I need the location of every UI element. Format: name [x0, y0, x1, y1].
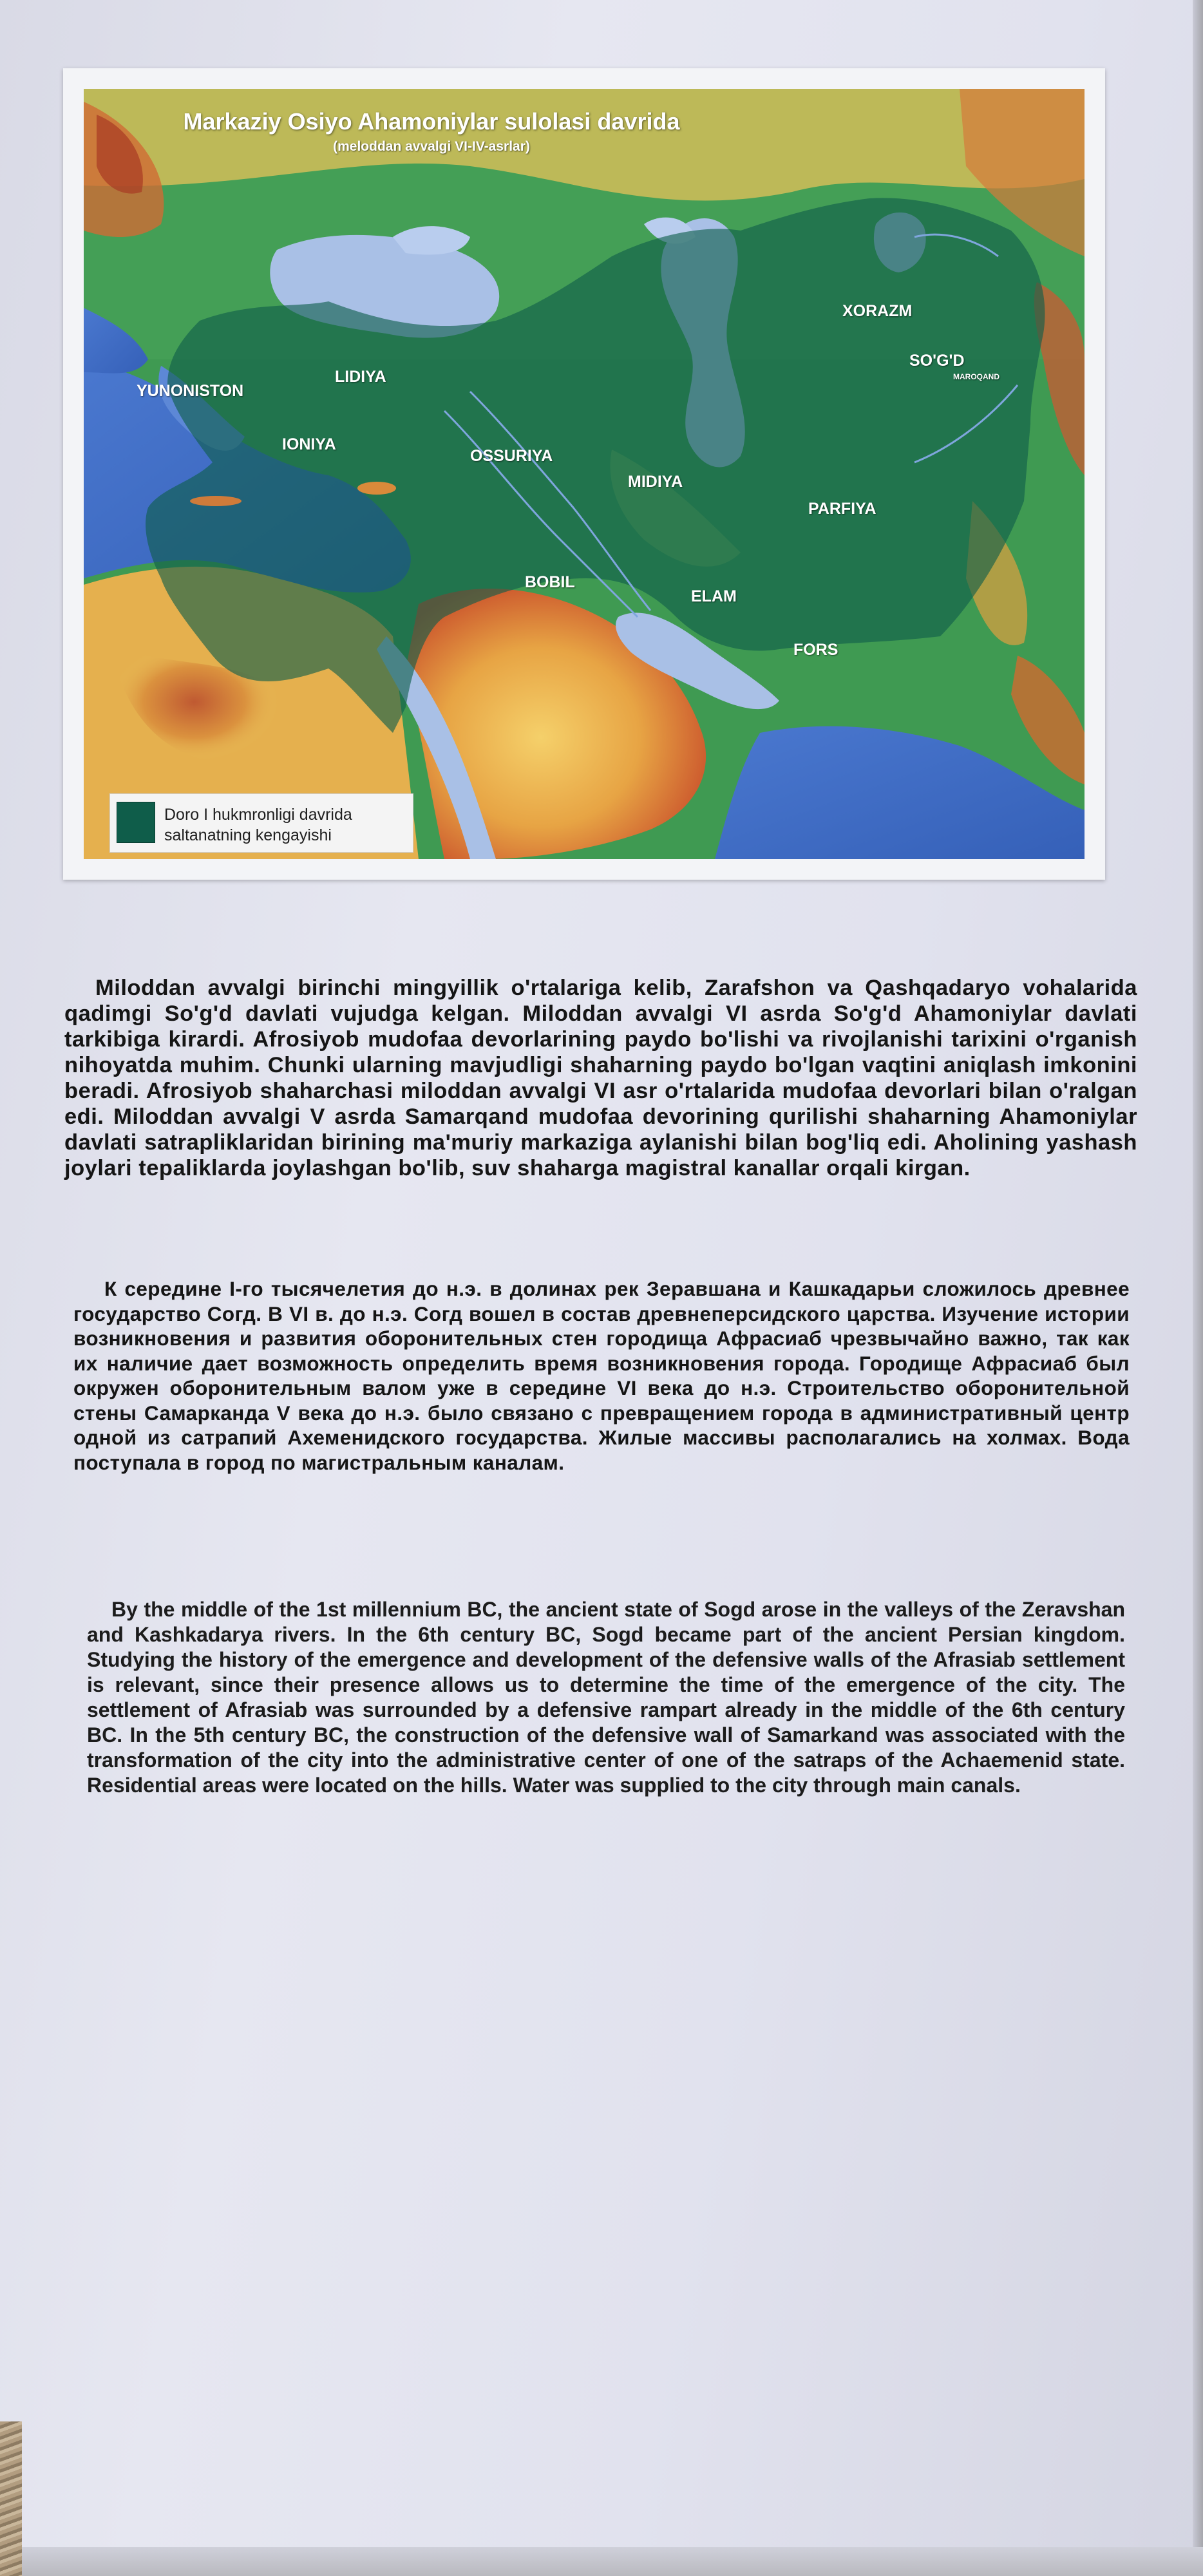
- label-bobil: BOBIL: [525, 573, 575, 591]
- stone-floor-corner: [0, 2421, 22, 2576]
- achaemenid-map: [84, 89, 1085, 859]
- label-midiya: MIDIYA: [628, 473, 683, 491]
- label-ossuriya: OSSURIYA: [470, 447, 553, 465]
- english-description: By the middle of the 1st millennium BC, the ancient state of Sogd arose in the valleys of the Zeravshan and Kashkadarya rivers. In the 6th century BC, Sogd became part of the ancient Persian kingdom. Studying the history of the emergence and development of the defensive walls of the Afrasiab settlement is relevant, since their presence allows us to determine the time of the emergence of the city. The settlement of Afrasiab was surrounded by a defensive rampart already in the middle of the 6th century BC. In the 5th century BC, the construction of the defensive wall of Samarkand was associated with the transformation of the city into the administrative center of one of the satraps of the Achaemenid state. Residential areas were located on the hills. Water was supplied to the city through main canals.: [87, 1598, 1125, 1797]
- label-fors: FORS: [793, 641, 838, 659]
- cyprus-island: [357, 482, 396, 495]
- legend-line-2: saltanatning kengayishi: [164, 826, 332, 844]
- map-legend: [109, 793, 413, 853]
- label-yunoniston: YUNONISTON: [137, 382, 244, 400]
- legend-swatch: [117, 802, 155, 843]
- floor-strip: [0, 2547, 1203, 2576]
- russian-description: К середине I-го тысячелетия до н.э. в долинах рек Зеравшана и Кашкадарьи сложилось древнее государство Согд. В VI в. до н.э. Согд вошел в состав древнеперсидского царства. Изучение истории возникновения и развития оборонительных стен городища Афрасиаб чрезвычайно важно, так как их наличие дает возможность определить время возникновения города. Городище Афрасиаб был окружен оборонительным валом уже в середине VI века до н.э. Строительство оборонительной стены Самарканда V века до н.э. было связано с превращением города в административный центр одной из сатрапий Ахеменидского государства. Жилые массивы располагались на холмах. Вода поступала в город по магистральным каналам.: [73, 1277, 1130, 1474]
- label-elam: ELAM: [691, 587, 737, 605]
- label-maroqand: MAROQAND: [953, 372, 999, 381]
- label-sogd: SO'G'D: [909, 352, 965, 370]
- map-subtitle: (meloddan avvalgi VI-IV-asrlar): [333, 139, 530, 154]
- label-ioniya: IONIYA: [282, 435, 336, 453]
- label-parfiya: PARFIYA: [808, 500, 876, 518]
- label-lidiya: LIDIYA: [335, 368, 386, 386]
- uzbek-description: Miloddan avvalgi birinchi mingyillik o'rtalariga kelib, Zarafshon va Qashqadaryo vohalarida qadimgi So'g'd davlati vujudga kelgan. Miloddan avvalgi VI asrda So'g'd Ahamoniylar davlati tarkibiga kirardi. Afrosiyob mudofaa devorlarining paydo bo'lishi va rivojlanishi tarixini o'rganish nihoyatda muhim. Chunki ularning mavjudligi shaharning paydo bo'lgan vaqtini aniqlash imkonini beradi. Afrosiyob shaharchasi miloddan avvalgi VI asr o'rtalarida mudofaa devorlari bilan o'ralgan edi. Miloddan avvalgi V asrda Samarqand mudofaa devorining qurilishi shaharning Ahamoniylar davlati satrapliklaridan birining ma'muriy markaziga aylanishi bilan bog'liq edi. Aholining yashash joylari tepaliklarda joylashgan bo'lib, suv shaharga magistral kanallar orqali kirgan.: [64, 976, 1137, 1180]
- map-graphic: [84, 89, 1085, 859]
- map-title: Markaziy Osiyo Ahamoniylar sulolasi davrida: [183, 108, 680, 135]
- label-xorazm: XORAZM: [842, 302, 913, 320]
- panel-edge: [1193, 0, 1203, 2576]
- legend-line-1: Doro I hukmronligi davrida: [164, 806, 352, 824]
- legend-text: [164, 804, 409, 846]
